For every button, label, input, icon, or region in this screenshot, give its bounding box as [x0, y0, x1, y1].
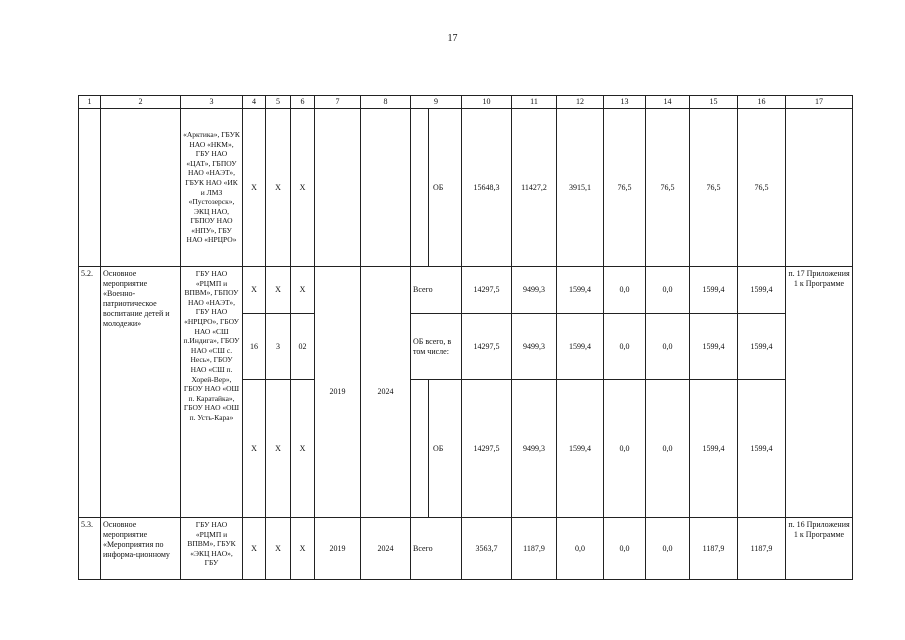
- value-cell: 3915,1: [557, 109, 604, 267]
- value-cell: 9499,3: [512, 267, 557, 314]
- source-cell: ОБ всего, в том числе:: [411, 314, 462, 380]
- year-end-cell: 2024: [361, 267, 411, 518]
- value-cell: 3563,7: [462, 518, 512, 580]
- source-label: ОБ: [433, 182, 444, 192]
- col-header: 3: [181, 96, 243, 109]
- col-header: 6: [291, 96, 315, 109]
- col-header: 10: [462, 96, 512, 109]
- value-cell: 1187,9: [690, 518, 738, 580]
- value-cell: 0,0: [604, 314, 646, 380]
- value-cell: 1599,4: [738, 267, 786, 314]
- year-end-cell: [361, 109, 411, 267]
- value-cell: 0,0: [646, 380, 690, 518]
- year-start-cell: 2019: [315, 267, 361, 518]
- value-cell: 9499,3: [512, 314, 557, 380]
- year-start-cell: [315, 109, 361, 267]
- value-cell: 1599,4: [557, 314, 604, 380]
- col-header: 5: [266, 96, 291, 109]
- value-cell: 1599,4: [690, 380, 738, 518]
- row-number-cell: [79, 109, 101, 267]
- code-cell: Х: [243, 109, 266, 267]
- value-cell: 0,0: [604, 267, 646, 314]
- table-row-continuation: [79, 109, 853, 267]
- code-cell: Х: [243, 518, 266, 580]
- source-label: ОБ: [433, 443, 444, 453]
- col-header: 11: [512, 96, 557, 109]
- source-cell: [411, 109, 462, 267]
- code-cell: Х: [291, 380, 315, 518]
- code-cell: 16: [243, 314, 266, 380]
- col-header: 2: [101, 96, 181, 109]
- value-cell: 0,0: [604, 518, 646, 580]
- value-cell: 14297,5: [462, 267, 512, 314]
- value-cell: 0,0: [604, 380, 646, 518]
- row-name-cell: Основное мероприятие «Военно-патриотическое воспитание детей и молодежи»: [101, 267, 181, 518]
- code-cell: Х: [243, 267, 266, 314]
- value-cell: 76,5: [604, 109, 646, 267]
- year-start-cell: 2019: [315, 518, 361, 580]
- code-cell: Х: [266, 109, 291, 267]
- executors-cell: «Арктика», ГБУК НАО «НКМ», ГБУ НАО «ЦАТ», ГБПОУ НАО «НАЭТ», ГБУК НАО «ИК и ЛМЗ «Пустозерск», ЭКЦ НАО, ГБПОУ НАО «НПУ», ГБУ НАО «НРЦРО»: [181, 109, 243, 267]
- col-header: 1: [79, 96, 101, 109]
- ref-cell: п. 16 Приложения 1 к Программе: [786, 518, 853, 580]
- value-cell: 1599,4: [690, 314, 738, 380]
- header-row: [79, 96, 853, 109]
- value-cell: 14297,5: [462, 380, 512, 518]
- program-table: [78, 95, 853, 580]
- source-cell: Всего: [411, 267, 462, 314]
- col-header: 8: [361, 96, 411, 109]
- value-cell: 0,0: [646, 267, 690, 314]
- col-header: 15: [690, 96, 738, 109]
- value-cell: 0,0: [646, 518, 690, 580]
- col-header: 12: [557, 96, 604, 109]
- table-row-5-2-total: [79, 267, 853, 314]
- ref-cell: п. 17 Приложения 1 к Программе: [786, 267, 853, 518]
- code-cell: Х: [291, 518, 315, 580]
- code-cell: Х: [266, 518, 291, 580]
- col-header: 7: [315, 96, 361, 109]
- table-row-5-3: [79, 518, 853, 580]
- ref-cell: [786, 109, 853, 267]
- row-name-cell: [101, 109, 181, 267]
- row-name-cell: Основное мероприятие «Мероприятия по информа-ционному: [101, 518, 181, 580]
- code-cell: Х: [266, 380, 291, 518]
- row-number-cell: 5.2.: [79, 267, 101, 518]
- col-header: 17: [786, 96, 853, 109]
- value-cell: 15648,3: [462, 109, 512, 267]
- col-header: 9: [411, 96, 462, 109]
- col-header: 16: [738, 96, 786, 109]
- value-cell: 11427,2: [512, 109, 557, 267]
- value-cell: 1187,9: [512, 518, 557, 580]
- col-header: 13: [604, 96, 646, 109]
- value-cell: 1599,4: [557, 380, 604, 518]
- row-number-cell: 5.3.: [79, 518, 101, 580]
- code-cell: 02: [291, 314, 315, 380]
- value-cell: 14297,5: [462, 314, 512, 380]
- source-cell: [411, 380, 462, 518]
- value-cell: 76,5: [738, 109, 786, 267]
- col-header: 4: [243, 96, 266, 109]
- value-cell: 1599,4: [738, 380, 786, 518]
- value-cell: 1187,9: [738, 518, 786, 580]
- code-cell: Х: [291, 109, 315, 267]
- value-cell: 1599,4: [690, 267, 738, 314]
- value-cell: 1599,4: [738, 314, 786, 380]
- code-cell: Х: [291, 267, 315, 314]
- executors-cell: ГБУ НАО «РЦМП и ВПВМ», ГБПОУ НАО «НАЭТ», ГБУ НАО «НРЦРО», ГБОУ НАО «СШ п.Индига», ГБОУ НАО «СШ с. Несь», ГБОУ НАО «СШ п. Хорей-Вер», ГБОУ НАО «ОШ п. Каратайка», ГБОУ НАО «ОШ п. Усть-Кара»: [181, 267, 243, 518]
- value-cell: 76,5: [690, 109, 738, 267]
- executors-cell: ГБУ НАО «РЦМП и ВПВМ», ГБУК «ЭКЦ НАО», ГБУ: [181, 518, 243, 580]
- value-cell: 0,0: [557, 518, 604, 580]
- code-cell: Х: [243, 380, 266, 518]
- value-cell: 0,0: [646, 314, 690, 380]
- value-cell: 1599,4: [557, 267, 604, 314]
- year-end-cell: 2024: [361, 518, 411, 580]
- value-cell: 9499,3: [512, 380, 557, 518]
- code-cell: Х: [266, 267, 291, 314]
- code-cell: 3: [266, 314, 291, 380]
- source-cell: Всего: [411, 518, 462, 580]
- page-number: 17: [447, 33, 458, 44]
- col-header: 14: [646, 96, 690, 109]
- value-cell: 76,5: [646, 109, 690, 267]
